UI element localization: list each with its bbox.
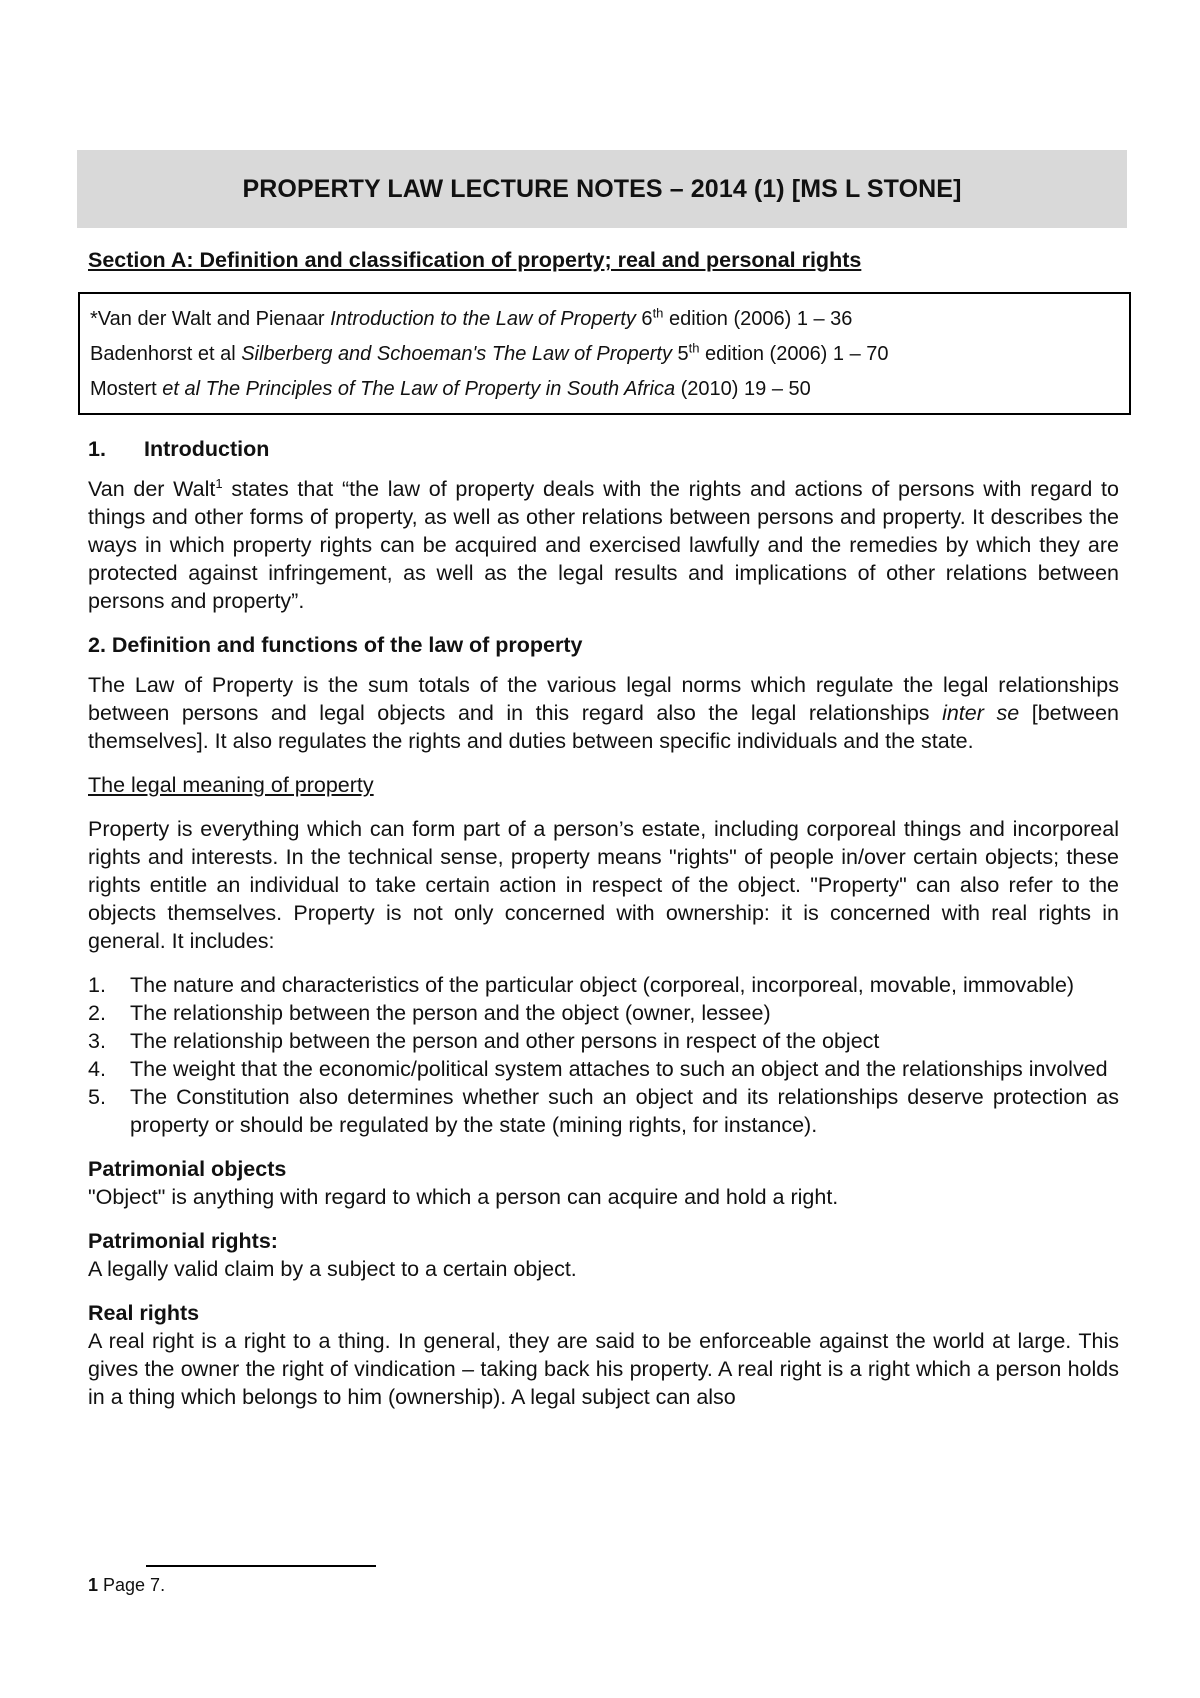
list-item: 1. The nature and characteristics of the particular object (corporeal, incorporeal, movable, immovable) [88, 973, 1075, 997]
introduction-paragraph: Van der Walt$^1$ states that “the law of property deals with the rights and actions of persons with regard to things and other forms of property, as well as other relations between persons and property. It describes the ways in which property rights can be acquired and exercised lawfully and the remedies by which they are protected against infringement, as well as the legal results and implications of other relations between persons and property”. [88, 475, 1119, 613]
term-definition: A real right is a right to a thing. In general, they are said to be enforceable against the world at large. This gives the owner the right of vindication – taking back his property. A real right is a right which a person holds in a thing which belongs to him (ownership). A legal subject can also [88, 1329, 1119, 1409]
document-body [88, 246, 1119, 1427]
reference-line: Mostert et al The Principles of The Law of Property in South Africa (2010) 19 – 50 [90, 378, 811, 400]
footnote: 1 Page 7. [88, 1575, 166, 1595]
reference-line: Badenhorst et al Silberberg and Schoeman's The Law of Property 5th edition (2006) 1 – 70 [90, 340, 889, 365]
term-definition: A legally valid claim by a subject to a certain object. [88, 1257, 577, 1281]
footnote-divider [146, 1565, 376, 1567]
term-heading: Patrimonial rights: [88, 1229, 278, 1253]
property-includes-list [88, 971, 1119, 1139]
list-item: 5. The Constitution also determines whether such an object and its relationships deserve protection as property or should be regulated by the state (mining rights, for instance). [88, 1085, 1119, 1137]
document-title: PROPERTY LAW LECTURE NOTES – 2014 (1) [MS L STONE] [242, 174, 962, 203]
legal-meaning-subheading: The legal meaning of property [88, 773, 374, 797]
introduction-heading: 1. Introduction [88, 437, 270, 461]
term-heading: Patrimonial objects [88, 1157, 287, 1181]
reading-references-box [78, 292, 1131, 415]
reference-line: *Van der Walt and Pienaar Introduction to the Law of Property 6th edition (2006) 1 – 36 [90, 305, 853, 330]
list-item: 4. The weight that the economic/political system attaches to such an object and the relationships involved [88, 1057, 1108, 1081]
term-heading: Real rights [88, 1301, 200, 1325]
title-banner [77, 150, 1127, 228]
section-heading: Section A: Definition and classification of property; real and personal rights [88, 248, 862, 272]
footnote-reference[interactable]: 1 [215, 475, 223, 491]
term-definition: "Object" is anything with regard to which a person can acquire and hold a right. [88, 1185, 839, 1209]
definition-heading: 2. Definition and functions of the law of property [88, 633, 583, 657]
definition-paragraph: The Law of Property is the sum totals of the various legal norms which regulate the legal relationships between persons and legal objects and in this regard also the legal relationships inter se [between themselves]. It also regulates the rights and duties between specific individuals and the state. [88, 673, 1119, 753]
list-item: 3. The relationship between the person and other persons in respect of the object [88, 1029, 880, 1053]
list-item: 2. The relationship between the person and the object (owner, lessee) [88, 1001, 771, 1025]
legal-meaning-paragraph: Property is everything which can form part of a person’s estate, including corporeal things and incorporeal rights and interests. In the technical sense, property means "rights" of people in/over certain objects; these rights entitle an individual to take certain action in respect of the object. "Property" can also refer to the objects themselves. Property is not only concerned with ownership: it is concerned with real rights in general. It includes: [88, 817, 1119, 953]
